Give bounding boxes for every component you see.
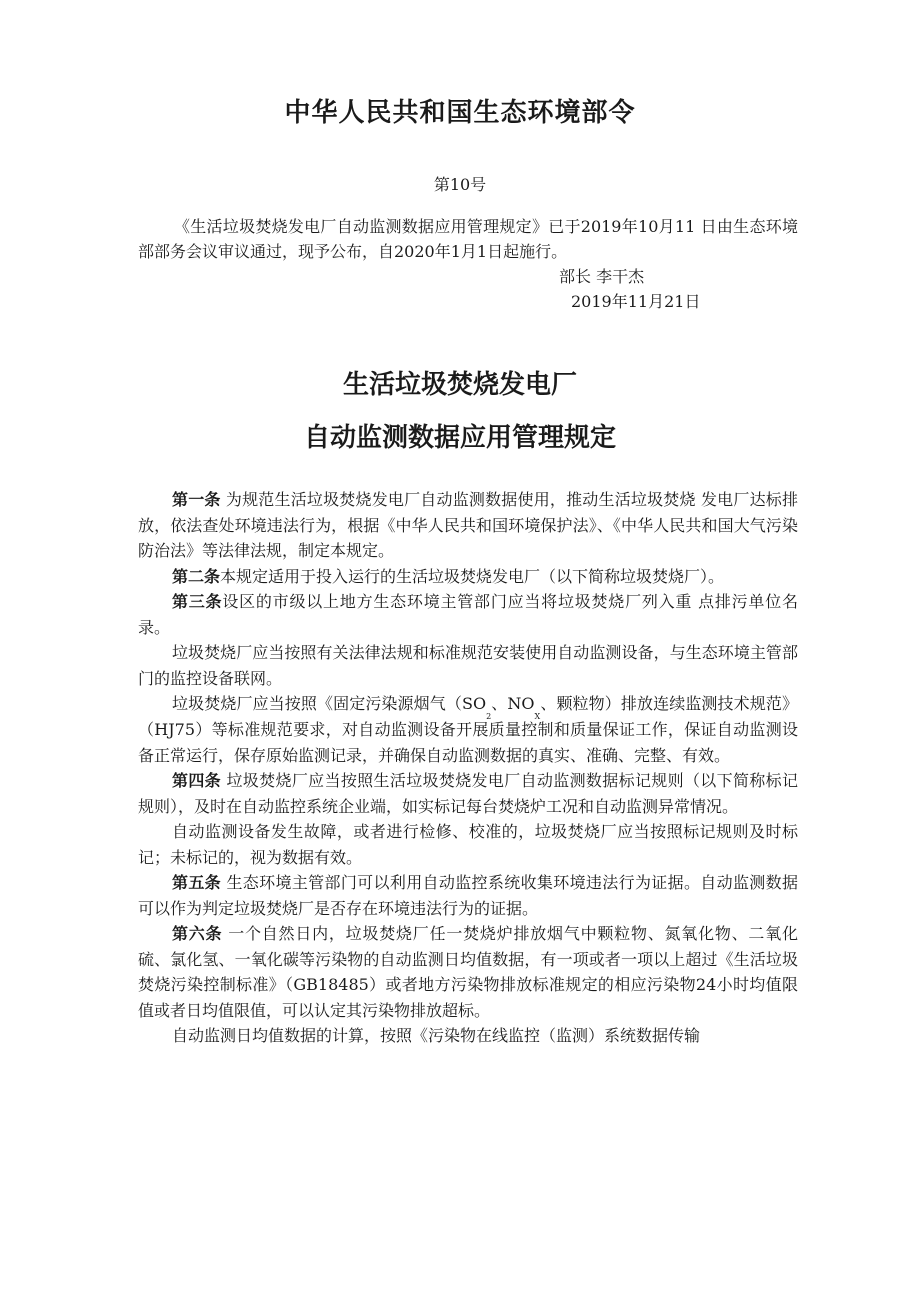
article-label: 第四条	[172, 771, 222, 790]
article-4-paragraph-2: 自动监测设备发生故障，或者进行检修、校准的，垃圾焚烧厂应当按照标记规则及时标记；未标记的，视为数据有效。	[138, 822, 798, 867]
article-4	[138, 768, 798, 819]
article-label: 第三条	[172, 592, 223, 611]
signature-date: 2019年11月21日	[571, 292, 701, 311]
article-label: 第二条	[172, 566, 221, 586]
article-3-paragraph-2: 垃圾焚烧厂应当按照有关法律法规和标准规范安装使用自动监测设备，与生态环境主管部门的监控设备联网。	[138, 643, 798, 688]
subscript: X	[534, 712, 541, 721]
article-text: 一个自然日内，垃圾焚烧厂任一焚烧炉排放烟气中颗粒物、氮氧化物、二氧化硫、氯化氢、一氧化碳等污染物的自动监测日均值数据，有一项或者一项以上超过《生活垃圾焚烧污染控制标准》（GB18485）或者地方污染物排放标准规定的相应污染物24小时均值限值或者日均值限值，可以认定其污染物排放超标。	[138, 924, 798, 1020]
paragraph-text: 、颗粒物）排放连续监测技术规范》（HJ75）等标准规范要求，对自动监测设备开展质量控制和质量保证工作，保证自动监测设备正常运行，保存原始监测记录，并确保自动监测数据的真实、准确、完整、有效。	[138, 694, 798, 765]
article-text: 设区的市级以上地方生态环境主管部门应当将垃圾焚烧厂列入重 点排污单位名录。	[138, 592, 798, 637]
regulation-title-line2: 自动监测数据应用管理规定	[303, 423, 616, 453]
article-1	[138, 487, 798, 564]
article-6	[138, 921, 798, 1023]
regulation-title-line1: 生活垃圾焚烧发电厂	[342, 370, 577, 400]
article-text: 垃圾焚烧厂应当按照生活垃圾焚烧发电厂自动监测数据标记规则（以下简称标记规则），及时在自动监控系统企业端，如实标记每台焚烧炉工况和自动监测异常情况。	[138, 771, 798, 816]
article-3-paragraph-3	[138, 691, 798, 768]
article-2	[138, 564, 798, 590]
paragraph-text: 垃圾焚烧厂应当按照《固定污染源烟气（SO	[172, 694, 487, 713]
article-3	[138, 589, 798, 640]
promulgation-paragraph: 《生活垃圾焚烧发电厂自动监测数据应用管理规定》已于2019年10月11 日由生态环境部部务会议审议通过，现予公布，自2020年1月1日起施行。	[138, 217, 798, 261]
article-text: 为规范生活垃圾焚烧发电厂自动监测数据使用，推动生活垃圾焚烧 发电厂达标排放，依法查处环境违法行为，根据《中华人民共和国环境保护法》、《中华人民共和国大气污染防治法》等法律法规，制定本规定。	[138, 490, 798, 560]
article-label: 第一条	[172, 490, 221, 509]
article-6-paragraph-2: 自动监测日均值数据的计算，按照《污染物在线监控（监测）系统数据传输	[172, 1026, 701, 1045]
article-label: 第六条	[172, 924, 223, 943]
article-text: 生态环境主管部门可以利用自动监控系统收集环境违法行为证据。自动监测数据可以作为判定垃圾焚烧厂是否存在环境违法行为的证据。	[138, 873, 798, 918]
article-5	[138, 870, 798, 921]
minister-signature: 部长 李干杰	[559, 267, 645, 286]
article-text: 本规定适用于投入运行的生活垃圾焚烧发电厂（以下简称垃圾焚烧厂）。	[220, 566, 725, 586]
article-label: 第五条	[172, 873, 222, 892]
decree-title: 中华人民共和国生态环境部令	[284, 98, 636, 128]
paragraph-text: 、NO	[491, 694, 535, 713]
regulation-body	[138, 487, 798, 1049]
order-number: 第10号	[433, 175, 487, 194]
subscript: 2	[486, 712, 492, 721]
